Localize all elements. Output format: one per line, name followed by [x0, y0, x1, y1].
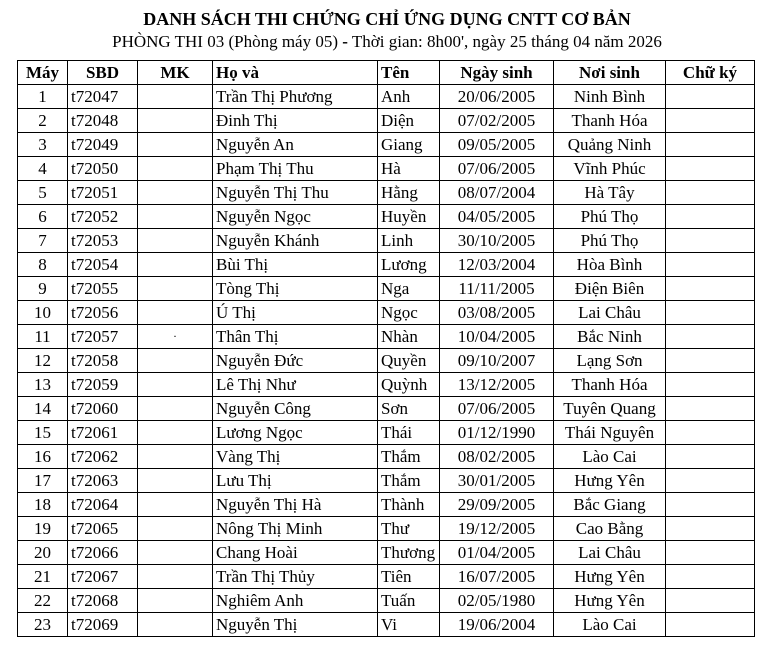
cell-chu-ky [666, 613, 755, 637]
table-row [18, 373, 755, 397]
cell-ho-va: Nguyễn Ngọc [213, 205, 378, 229]
cell-ho-va: Đinh Thị [213, 109, 378, 133]
cell-noi-sinh: Lai Châu [554, 541, 666, 565]
cell-sbd: t72062 [68, 445, 138, 469]
header-ten: Tên [378, 61, 440, 85]
table-row [18, 109, 755, 133]
table-row [18, 253, 755, 277]
cell-ten: Nhàn [378, 325, 440, 349]
cell-may: 1 [18, 85, 68, 109]
cell-ho-va: Nghiêm Anh [213, 589, 378, 613]
table-row [18, 277, 755, 301]
cell-mk [138, 421, 213, 445]
cell-sbd: t72068 [68, 589, 138, 613]
cell-ho-va: Nguyễn Thị [213, 613, 378, 637]
cell-ho-va: Tòng Thị [213, 277, 378, 301]
cell-may: 8 [18, 253, 68, 277]
cell-mk [138, 205, 213, 229]
cell-may: 12 [18, 349, 68, 373]
cell-mk [138, 445, 213, 469]
cell-noi-sinh: Thái Nguyên [554, 421, 666, 445]
document-subtitle [0, 32, 774, 52]
table-header-row [18, 61, 755, 85]
cell-may: 11 [18, 325, 68, 349]
cell-mk [138, 397, 213, 421]
cell-ten: Vi [378, 613, 440, 637]
cell-ngay-sinh: 10/04/2005 [440, 325, 554, 349]
table-row [18, 157, 755, 181]
cell-ten: Diện [378, 109, 440, 133]
cell-mk [138, 565, 213, 589]
cell-sbd: t72056 [68, 301, 138, 325]
cell-ten: Hà [378, 157, 440, 181]
cell-may: 6 [18, 205, 68, 229]
cell-sbd: t72069 [68, 613, 138, 637]
cell-mk [138, 253, 213, 277]
cell-ten: Hằng [378, 181, 440, 205]
cell-ngay-sinh: 03/08/2005 [440, 301, 554, 325]
table-row [18, 421, 755, 445]
cell-ngay-sinh: 16/07/2005 [440, 565, 554, 589]
cell-noi-sinh: Cao Bằng [554, 517, 666, 541]
cell-chu-ky [666, 421, 755, 445]
cell-ho-va: Nguyễn Đức [213, 349, 378, 373]
cell-mk [138, 109, 213, 133]
cell-sbd: t72067 [68, 565, 138, 589]
cell-sbd: t72047 [68, 85, 138, 109]
cell-ngay-sinh: 09/05/2005 [440, 133, 554, 157]
cell-mk [138, 541, 213, 565]
cell-noi-sinh: Thanh Hóa [554, 109, 666, 133]
cell-ho-va: Nguyễn An [213, 133, 378, 157]
cell-ho-va: Nông Thị Minh [213, 517, 378, 541]
cell-noi-sinh: Hưng Yên [554, 565, 666, 589]
cell-ngay-sinh: 20/06/2005 [440, 85, 554, 109]
table-body [18, 85, 755, 637]
cell-ten: Giang [378, 133, 440, 157]
cell-mk [138, 493, 213, 517]
table-row [18, 85, 755, 109]
table-row [18, 469, 755, 493]
cell-ho-va: Phạm Thị Thu [213, 157, 378, 181]
cell-ngay-sinh: 02/05/1980 [440, 589, 554, 613]
cell-sbd: t72051 [68, 181, 138, 205]
cell-may: 21 [18, 565, 68, 589]
cell-noi-sinh: Phú Thọ [554, 229, 666, 253]
cell-mk: · [138, 325, 213, 349]
cell-ho-va: Vàng Thị [213, 445, 378, 469]
header-ngay-sinh: Ngày sinh [440, 61, 554, 85]
cell-chu-ky [666, 253, 755, 277]
table-row [18, 229, 755, 253]
cell-may: 13 [18, 373, 68, 397]
table-row [18, 541, 755, 565]
cell-chu-ky [666, 373, 755, 397]
cell-sbd: t72049 [68, 133, 138, 157]
table-row [18, 493, 755, 517]
header-ho-va: Họ và [213, 61, 378, 85]
cell-ho-va: Thân Thị [213, 325, 378, 349]
cell-ten: Thái [378, 421, 440, 445]
cell-chu-ky [666, 493, 755, 517]
cell-ten: Sơn [378, 397, 440, 421]
header-noi-sinh: Nơi sinh [554, 61, 666, 85]
cell-sbd: t72065 [68, 517, 138, 541]
cell-mk [138, 133, 213, 157]
cell-chu-ky [666, 205, 755, 229]
cell-mk [138, 517, 213, 541]
cell-ten: Ngọc [378, 301, 440, 325]
cell-ho-va: Nguyễn Thị Thu [213, 181, 378, 205]
cell-ho-va: Chang Hoài [213, 541, 378, 565]
cell-chu-ky [666, 445, 755, 469]
cell-ngay-sinh: 12/03/2004 [440, 253, 554, 277]
cell-chu-ky [666, 85, 755, 109]
cell-ho-va: Bùi Thị [213, 253, 378, 277]
cell-sbd: t72058 [68, 349, 138, 373]
table-row [18, 301, 755, 325]
cell-noi-sinh: Tuyên Quang [554, 397, 666, 421]
cell-sbd: t72055 [68, 277, 138, 301]
cell-chu-ky [666, 229, 755, 253]
cell-noi-sinh: Bắc Ninh [554, 325, 666, 349]
cell-ngay-sinh: 29/09/2005 [440, 493, 554, 517]
cell-ho-va: Nguyễn Thị Hà [213, 493, 378, 517]
cell-ho-va: Nguyễn Công [213, 397, 378, 421]
cell-mk [138, 613, 213, 637]
cell-ngay-sinh: 01/04/2005 [440, 541, 554, 565]
exam-room: PHÒNG THI 03 (Phòng máy 05) [112, 32, 338, 51]
cell-may: 10 [18, 301, 68, 325]
cell-mk [138, 349, 213, 373]
cell-sbd: t72054 [68, 253, 138, 277]
cell-ngay-sinh: 07/02/2005 [440, 109, 554, 133]
cell-may: 16 [18, 445, 68, 469]
cell-chu-ky [666, 589, 755, 613]
cell-ngay-sinh: 08/02/2005 [440, 445, 554, 469]
table-row [18, 589, 755, 613]
cell-noi-sinh: Quảng Ninh [554, 133, 666, 157]
cell-noi-sinh: Bắc Giang [554, 493, 666, 517]
cell-sbd: t72064 [68, 493, 138, 517]
cell-may: 19 [18, 517, 68, 541]
cell-ten: Thắm [378, 445, 440, 469]
cell-mk [138, 373, 213, 397]
cell-ngay-sinh: 04/05/2005 [440, 205, 554, 229]
cell-may: 23 [18, 613, 68, 637]
cell-noi-sinh: Hưng Yên [554, 469, 666, 493]
table-row [18, 349, 755, 373]
cell-noi-sinh: Điện Biên [554, 277, 666, 301]
cell-mk [138, 589, 213, 613]
table-row [18, 397, 755, 421]
header-chu-ky: Chữ ký [666, 61, 755, 85]
table-row [18, 445, 755, 469]
cell-may: 14 [18, 397, 68, 421]
cell-ho-va: Lưu Thị [213, 469, 378, 493]
cell-may: 3 [18, 133, 68, 157]
cell-ngay-sinh: 01/12/1990 [440, 421, 554, 445]
subtitle-separator: - [342, 32, 348, 51]
cell-chu-ky [666, 541, 755, 565]
cell-noi-sinh: Vĩnh Phúc [554, 157, 666, 181]
cell-ten: Nga [378, 277, 440, 301]
cell-ten: Linh [378, 229, 440, 253]
cell-ngay-sinh: 11/11/2005 [440, 277, 554, 301]
cell-chu-ky [666, 109, 755, 133]
cell-mk [138, 229, 213, 253]
header-sbd: SBD [68, 61, 138, 85]
cell-chu-ky [666, 325, 755, 349]
cell-ho-va: Nguyễn Khánh [213, 229, 378, 253]
cell-may: 5 [18, 181, 68, 205]
cell-ngay-sinh: 30/01/2005 [440, 469, 554, 493]
cell-ten: Tiên [378, 565, 440, 589]
cell-noi-sinh: Ninh Bình [554, 85, 666, 109]
cell-sbd: t72060 [68, 397, 138, 421]
exam-time: Thời gian: 8h00', ngày 25 tháng 04 năm 2026 [351, 32, 662, 51]
cell-may: 9 [18, 277, 68, 301]
document-title: DANH SÁCH THI CHỨNG CHỈ ỨNG DỤNG CNTT CƠ BẢN [143, 9, 631, 29]
cell-chu-ky [666, 277, 755, 301]
cell-ngay-sinh: 07/06/2005 [440, 157, 554, 181]
cell-chu-ky [666, 301, 755, 325]
cell-chu-ky [666, 181, 755, 205]
cell-chu-ky [666, 397, 755, 421]
cell-ten: Thương [378, 541, 440, 565]
cell-ngay-sinh: 07/06/2005 [440, 397, 554, 421]
cell-may: 4 [18, 157, 68, 181]
cell-ngay-sinh: 13/12/2005 [440, 373, 554, 397]
table-row [18, 181, 755, 205]
cell-sbd: t72059 [68, 373, 138, 397]
cell-ten: Tuấn [378, 589, 440, 613]
cell-may: 17 [18, 469, 68, 493]
cell-ho-va: Trần Thị Phương [213, 85, 378, 109]
cell-noi-sinh: Lào Cai [554, 613, 666, 637]
cell-ho-va: Ú Thị [213, 301, 378, 325]
cell-may: 18 [18, 493, 68, 517]
table-row [18, 205, 755, 229]
cell-chu-ky [666, 469, 755, 493]
table-row [18, 517, 755, 541]
cell-ten: Thành [378, 493, 440, 517]
cell-chu-ky [666, 157, 755, 181]
cell-ngay-sinh: 19/12/2005 [440, 517, 554, 541]
cell-mk [138, 157, 213, 181]
cell-sbd: t72053 [68, 229, 138, 253]
table-row [18, 133, 755, 157]
cell-ngay-sinh: 08/07/2004 [440, 181, 554, 205]
cell-mk [138, 301, 213, 325]
cell-may: 2 [18, 109, 68, 133]
cell-may: 20 [18, 541, 68, 565]
cell-noi-sinh: Lào Cai [554, 445, 666, 469]
cell-sbd: t72052 [68, 205, 138, 229]
cell-ngay-sinh: 30/10/2005 [440, 229, 554, 253]
cell-mk [138, 85, 213, 109]
cell-ten: Quyền [378, 349, 440, 373]
candidate-table [17, 60, 755, 637]
cell-noi-sinh: Lạng Sơn [554, 349, 666, 373]
cell-ten: Lương [378, 253, 440, 277]
cell-sbd: t72063 [68, 469, 138, 493]
cell-mk [138, 277, 213, 301]
cell-mk [138, 469, 213, 493]
cell-sbd: t72057 [68, 325, 138, 349]
cell-ten: Huyền [378, 205, 440, 229]
table-row [18, 613, 755, 637]
cell-ten: Quỳnh [378, 373, 440, 397]
cell-sbd: t72061 [68, 421, 138, 445]
cell-ten: Thư [378, 517, 440, 541]
cell-chu-ky [666, 133, 755, 157]
cell-ten: Anh [378, 85, 440, 109]
table-row [18, 325, 755, 349]
cell-noi-sinh: Phú Thọ [554, 205, 666, 229]
cell-noi-sinh: Hòa Bình [554, 253, 666, 277]
cell-sbd: t72048 [68, 109, 138, 133]
cell-ho-va: Trần Thị Thủy [213, 565, 378, 589]
cell-noi-sinh: Thanh Hóa [554, 373, 666, 397]
cell-chu-ky [666, 565, 755, 589]
cell-noi-sinh: Hà Tây [554, 181, 666, 205]
cell-ten: Thắm [378, 469, 440, 493]
header-may: Máy [18, 61, 68, 85]
cell-ho-va: Lương Ngọc [213, 421, 378, 445]
cell-ngay-sinh: 19/06/2004 [440, 613, 554, 637]
cell-mk [138, 181, 213, 205]
cell-may: 15 [18, 421, 68, 445]
cell-sbd: t72050 [68, 157, 138, 181]
cell-ho-va: Lê Thị Như [213, 373, 378, 397]
cell-may: 22 [18, 589, 68, 613]
cell-chu-ky [666, 517, 755, 541]
cell-noi-sinh: Hưng Yên [554, 589, 666, 613]
cell-ngay-sinh: 09/10/2007 [440, 349, 554, 373]
cell-may: 7 [18, 229, 68, 253]
cell-sbd: t72066 [68, 541, 138, 565]
table-row [18, 565, 755, 589]
cell-chu-ky [666, 349, 755, 373]
cell-noi-sinh: Lai Châu [554, 301, 666, 325]
header-mk: MK [138, 61, 213, 85]
